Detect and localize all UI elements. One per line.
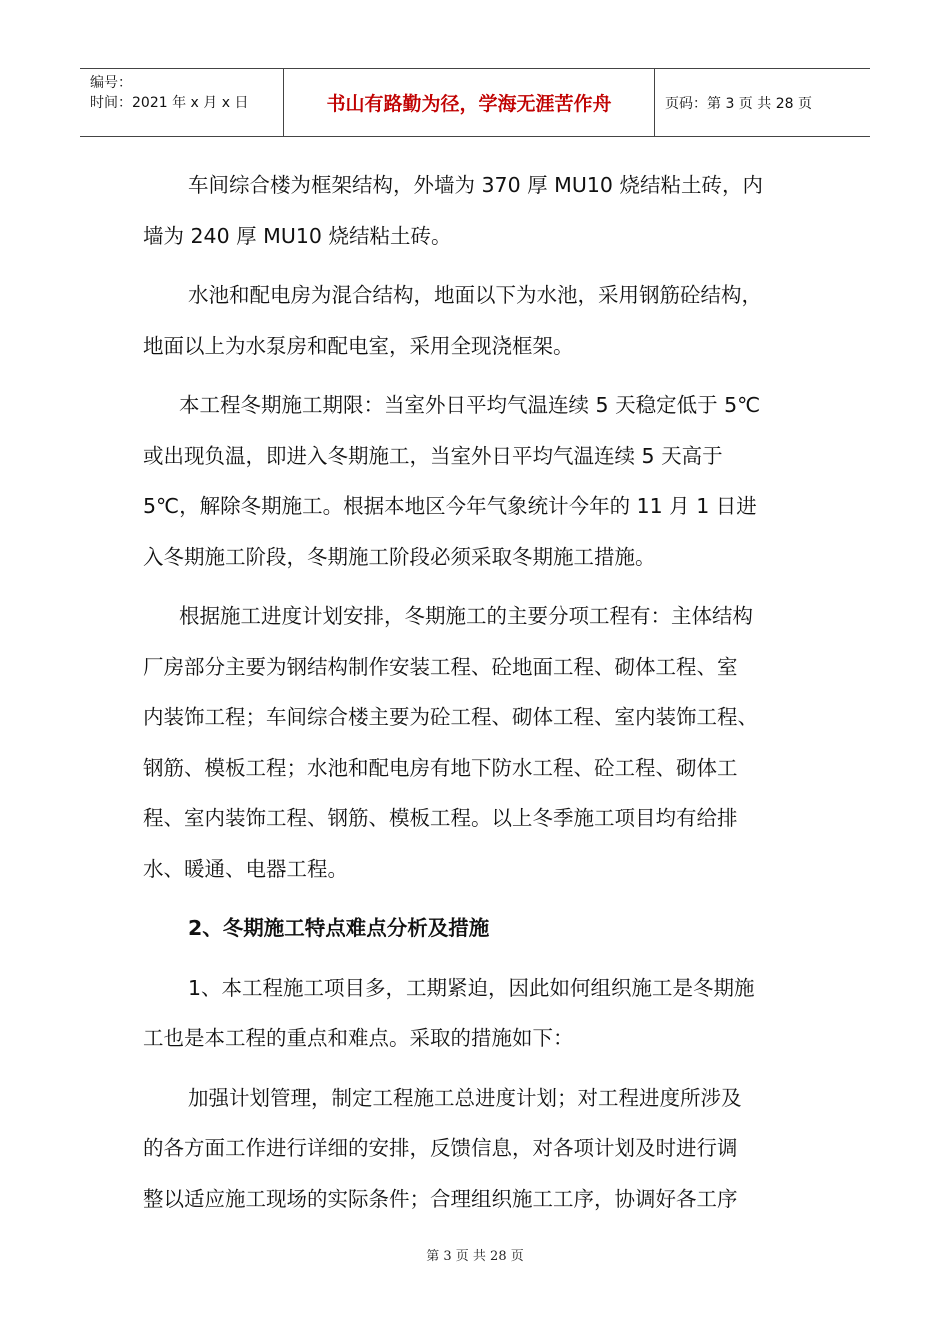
paragraph-line: 水、暖通、电器工程。 xyxy=(143,856,348,881)
paragraph-line: 程、室内装饰工程、钢筋、模板工程。以上冬季施工项目均有给排 xyxy=(143,806,738,830)
document-body xyxy=(143,160,823,1224)
paragraph-line: 地面以上为水泵房和配电室，采用全现浇框架。 xyxy=(143,333,574,358)
paragraph-line: 整以适应施工现场的实际条件；合理组织施工工序，协调好各工序 xyxy=(143,1186,738,1211)
paragraph-line: 车间综合楼为框架结构，外墙为 370 厚 MU10 烧结粘土砖，内 xyxy=(188,173,763,197)
paragraph-line: 1、本工程施工项目多，工期紧迫，因此如何组织施工是冬期施 xyxy=(188,975,755,1000)
paragraph-line: 墙为 240 厚 MU10 烧结粘土砖。 xyxy=(143,223,452,248)
header-page-label: 页码：第 3 页 共 28 页 xyxy=(665,95,812,112)
header-info xyxy=(80,69,283,136)
paragraph-line: 钢筋、模板工程；水池和配电房有地下防水工程、砼工程、砌体工 xyxy=(143,755,738,780)
paragraph-line: 的各方面工作进行详细的安排，反馈信息，对各项计划及时进行调 xyxy=(143,1136,738,1160)
section-heading: 2、冬期施工特点难点分析及措施 xyxy=(188,916,490,940)
paragraph-line: 水池和配电房为混合结构，地面以下为水池，采用钢筋砼结构， xyxy=(188,283,762,307)
paragraph-line: 厂房部分主要为钢结构制作安装工程、砼地面工程、砌体工程、室 xyxy=(143,654,738,679)
paragraph-line: 内装饰工程；车间综合楼主要为砼工程、砌体工程、室内装饰工程、 xyxy=(143,705,758,729)
header-motto: 书山有路勤为径，学海无涯苦作舟 xyxy=(283,69,655,136)
paragraph-line: 工也是本工程的重点和难点。采取的措施如下： xyxy=(143,1026,574,1050)
paragraph-line: 5℃，解除冬期施工。根据本地区今年气象统计今年的 11 月 1 日进 xyxy=(143,494,757,518)
document-date-label: 时间：2021 年 x 月 x 日 xyxy=(90,95,249,111)
document-number-label: 编号： xyxy=(90,75,132,91)
paragraph-line: 入冬期施工阶段，冬期施工阶段必须采取冬期施工措施。 xyxy=(143,544,656,569)
page-footer: 第 3 页 共 28 页 xyxy=(426,1249,524,1264)
paragraph-line: 本工程冬期施工期限：当室外日平均气温连续 5 天稳定低于 5℃ xyxy=(179,393,761,417)
paragraph-line: 或出现负温，即进入冬期施工，当室外日平均气温连续 5 天高于 xyxy=(143,443,723,468)
page-header xyxy=(80,68,870,137)
paragraph-line: 根据施工进度计划安排，冬期施工的主要分项工程有：主体结构 xyxy=(179,604,753,628)
paragraph-line: 加强计划管理，制定工程施工总进度计划；对工程进度所涉及 xyxy=(188,1085,742,1110)
